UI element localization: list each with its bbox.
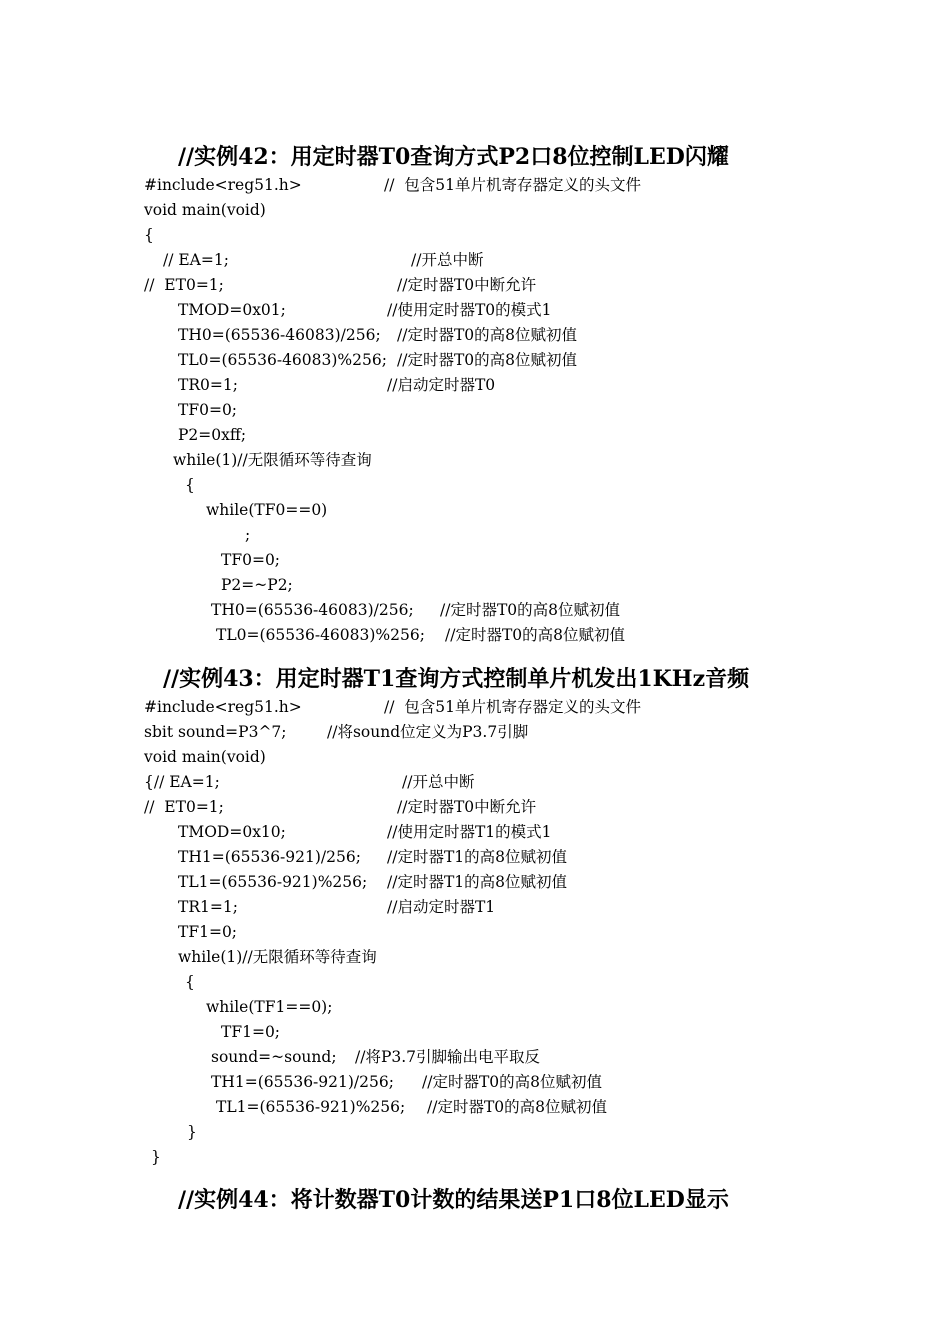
section-title-43: //实例43：用定时器T1查询方式控制单片机发出1KHz音频 [163,666,750,692]
section-title-42: //实例42：用定时器T0查询方式P2口8位控制LED闪耀 [178,144,729,170]
document-page: //实例42：用定时器T0查询方式P2口8位控制LED闪耀 #include<reg51.h> // 包含51单片机寄存器定义的头文件 void main(void) { // EA=1; //开总中断 // ET0=1; //定时器T0中断允许 TMOD=0x01; //使用定时器T0的模式1 TH0=(65536-46083)/256; //定时器T0的高8位赋初值 TL0=(65536-46083)%256; //定时器T0的高8位赋初值 TR0=1; //启动定时器T0 TF0=0; P2=0xff; while(1)//无限循环等待查询 { while(TF0==0) ; TF0=0; P2=~P2; TH0=(65536-46083)/256; //定时器T0的高8位赋初值 TL0=(65536-46083)%256; //定时器T0的高8位赋初值 //实例43：用定时器T1查询方式控制单片机发出1KHz音频 #include<reg51.h> // 包含51单片机寄存器定义的头文件 sbit sound=P3^7; //将sound位定义为P3.7引脚 void main(void) {// EA=1; //开总中断 // ET0=1; //定时器T0中断允许 TMOD=0x10; //使用定时器T1的模式1 TH1=(65536-921)/256; //定时器T1的高8位赋初值 TL1=(65536-921)%256; //定时器T1的高8位赋初值 TR1=1; //启动定时器T1 TF1=0; while(1)//无限循环等待查询 { while(TF1==0); TF1=0; sound=~sound; //将P3.7引脚输出电平取反 TH1=(65536-921)/256; //定时器T0的高8位赋初值 TL1=(65536-921)%256; //定时器T0的高8位赋初值 } } //实例44：将计数器T0计数的结果送P1口8位LED显示 [144,144,750,1213]
section-title-44: //实例44：将计数器T0计数的结果送P1口8位LED显示 [178,1187,729,1213]
